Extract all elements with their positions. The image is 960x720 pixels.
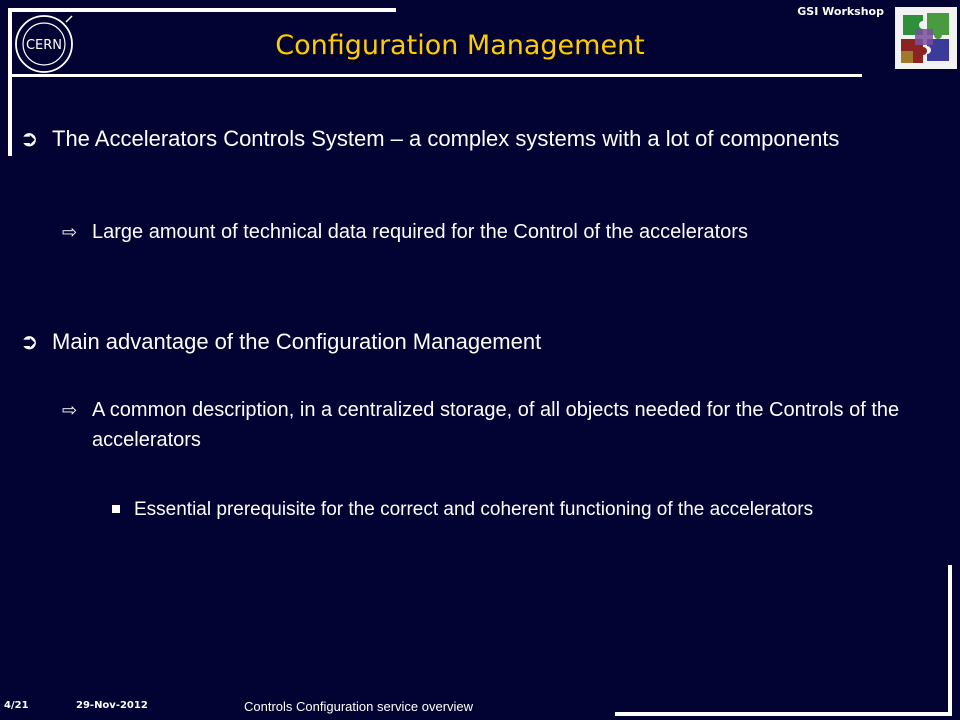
bullet-2-text: Main advantage of the Configuration Management (52, 329, 542, 354)
cern-logo-text: CERN (25, 38, 63, 53)
frame-bottom-line (615, 712, 952, 716)
square-bullet-icon (112, 505, 120, 513)
frame-top-line (8, 8, 396, 12)
footer-title: Controls Configuration service overview (244, 699, 474, 714)
arrow-right-circle-icon: ➲ (20, 329, 39, 354)
slide-title: Configuration Management (275, 30, 645, 61)
bullet-1 (20, 123, 940, 155)
frame-title-underline (12, 74, 862, 77)
footer-page-number: 4/21 (4, 700, 29, 711)
hollow-arrow-icon: ⇨ (62, 222, 78, 242)
bullet-2 (20, 326, 940, 358)
footer-date: 29-Nov-2012 (76, 700, 148, 711)
bullet-2-sub-1-sub-1-text: Essential prerequisite for the correct and coherent functioning of the accelerators (134, 499, 814, 520)
bullet-2-sub-1 (62, 395, 922, 455)
bullet-1-sub-1-text: Large amount of technical data required for the Control of the accelerators (92, 221, 748, 243)
frame-right-line (948, 565, 952, 715)
bullet-2-sub-1-text: A common description, in a centralized storage, of all objects needed for the Controls of the accelerators (92, 399, 900, 451)
bullet-1-text: The Accelerators Controls System – a complex systems with a lot of components (52, 126, 840, 151)
bullet-1-sub-1 (62, 217, 922, 247)
arrow-right-circle-icon: ➲ (20, 126, 39, 151)
workshop-label: GSI Workshop (797, 5, 884, 18)
hollow-arrow-icon: ⇨ (62, 400, 78, 420)
bullet-2-sub-1-sub-1 (112, 495, 922, 525)
